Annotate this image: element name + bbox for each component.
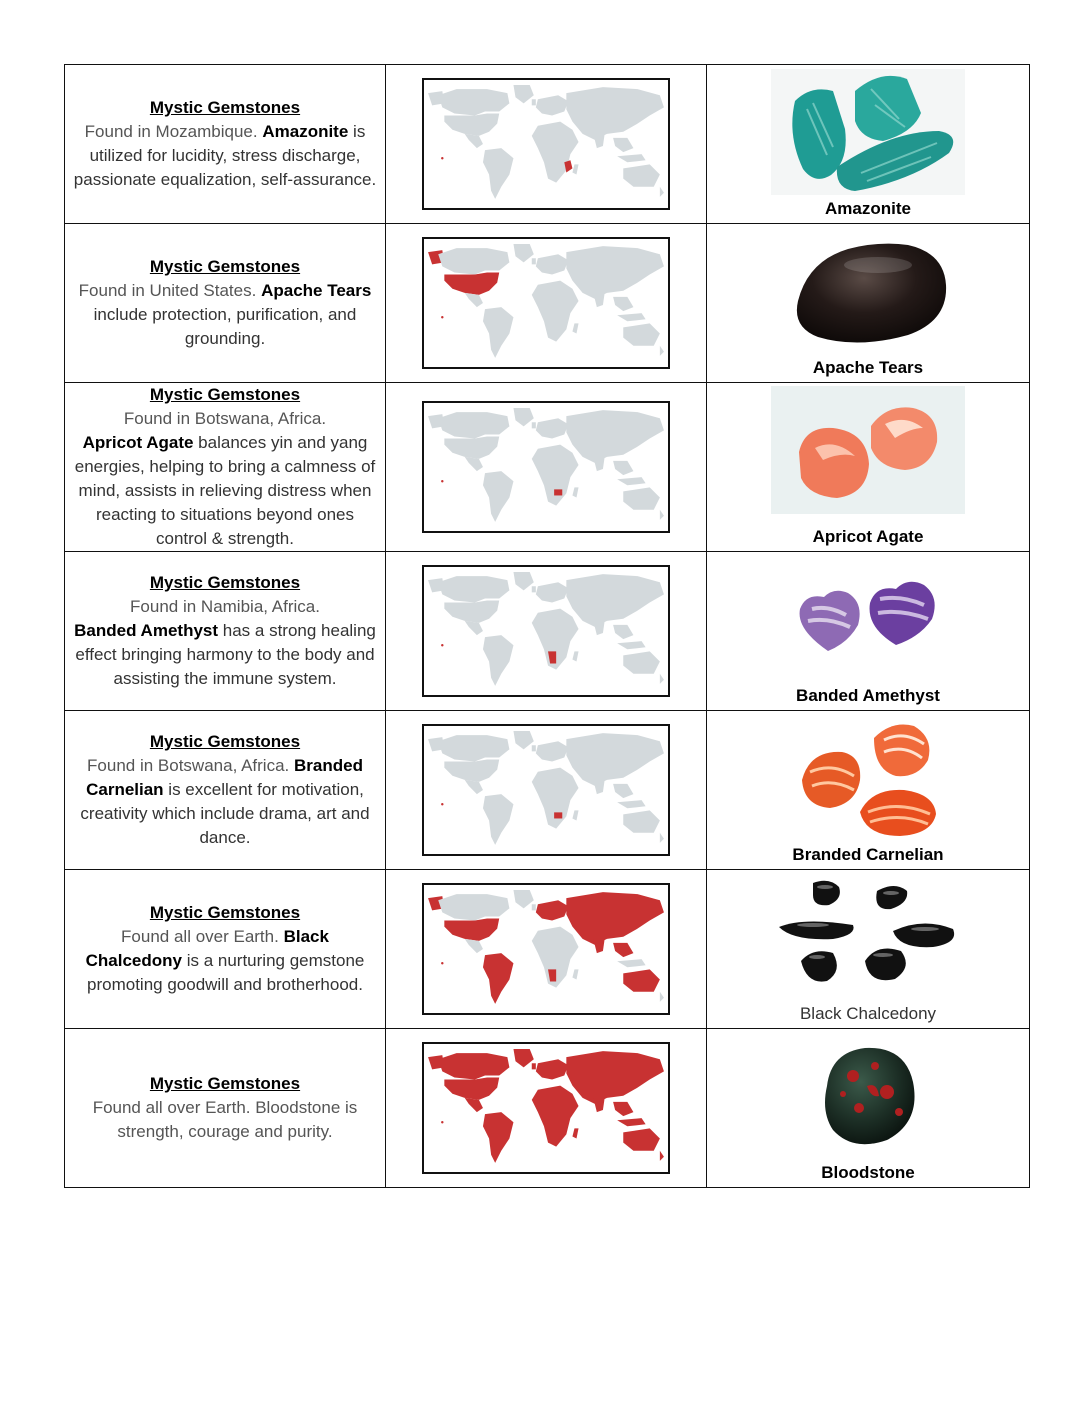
map-region-australia: [623, 487, 660, 509]
map-region-usa: [444, 601, 499, 623]
table-row: [65, 65, 1030, 224]
map-region-seasia: [613, 138, 633, 152]
description-cell: [65, 65, 386, 224]
image-cell: [707, 383, 1030, 552]
map-region-asia: [566, 574, 664, 627]
map-region-europe: [536, 582, 569, 602]
gem-name: Apache Tears: [261, 281, 372, 300]
map-region-mexico: [465, 134, 483, 148]
map-region-madag: [572, 651, 578, 661]
map-region-indo: [617, 1118, 645, 1126]
found-location: Found in Botswana, Africa.: [87, 756, 290, 775]
description-cell: [65, 870, 386, 1029]
map-region-asia: [566, 246, 664, 299]
map-region-samerica: [483, 635, 514, 686]
image-cell: [707, 65, 1030, 224]
map-region-india: [593, 619, 605, 635]
map-region-seasia: [613, 784, 633, 798]
gem-name: Amazonite: [262, 122, 349, 141]
image-cell: [707, 1029, 1030, 1188]
map-region-seasia: [613, 1102, 633, 1116]
map-region-australia: [623, 323, 660, 345]
table-row: [65, 383, 1030, 552]
gem-caption: Bloodstone: [821, 1163, 915, 1182]
map-region-africa: [532, 1086, 579, 1147]
map-cell: [386, 711, 707, 870]
gem-name: Branded Carnelian: [86, 756, 363, 799]
map-region-asia: [566, 892, 664, 945]
map-region-india: [593, 1096, 605, 1112]
bloodstone-image: [707, 1033, 1029, 1159]
map-region-europe: [536, 254, 569, 274]
map-region-greenland: [513, 244, 533, 262]
found-location: Found in United States.: [78, 281, 257, 300]
map-region-canada: [438, 894, 509, 920]
gem-description: balances yin and yang energies, helping to bring a calmness of mind, assists in relieving distress when reacting to situations beyond ones control & strength.: [74, 433, 376, 548]
table-row: [65, 552, 1030, 711]
row-heading: Mystic Gemstones: [149, 573, 301, 592]
map-region-greenland: [513, 408, 533, 426]
image-cell: [707, 552, 1030, 711]
map-region-india: [593, 132, 605, 148]
found-location: Found all over Earth.: [121, 927, 279, 946]
found-location: Found in Mozambique.: [84, 122, 258, 141]
map-region-uk: [532, 99, 536, 105]
row-heading: Mystic Gemstones: [149, 903, 301, 922]
map-region-usa: [444, 760, 499, 782]
map-marker: [441, 644, 443, 646]
map-region-madag: [572, 1128, 578, 1138]
map-region-samerica: [483, 148, 514, 199]
map-region-australia: [623, 651, 660, 673]
description-cell: [65, 383, 386, 552]
description-cell: [65, 224, 386, 383]
map-region-indo: [617, 313, 645, 321]
map-region-asia: [566, 410, 664, 463]
map-region-greenland: [513, 731, 533, 749]
map-region-madag: [572, 323, 578, 333]
row-heading: Mystic Gemstones: [149, 732, 301, 751]
map-region-botswana: [554, 489, 562, 495]
map-region-canada: [438, 576, 509, 602]
map-region-europe: [536, 95, 569, 115]
found-location: Found in Namibia, Africa.: [130, 597, 320, 616]
row-heading: Mystic Gemstones: [149, 385, 301, 404]
description-cell: [65, 1029, 386, 1188]
found-location: Found in Botswana, Africa.: [123, 409, 327, 428]
map-region-india: [593, 455, 605, 471]
map-region-mexico: [465, 457, 483, 471]
map-cell: [386, 383, 707, 552]
found-location: Found all over Earth. Bloodstone is strength, courage and purity.: [92, 1098, 358, 1141]
map-region-indo: [617, 641, 645, 649]
map-region-usa: [444, 114, 499, 136]
gem-name: Banded Amethyst: [74, 621, 219, 640]
map-region-samerica: [483, 953, 514, 1004]
map-region-usa: [444, 273, 499, 295]
map-region-mexico: [465, 780, 483, 794]
apache-tears-image: [707, 228, 1029, 354]
map-region-uk: [532, 904, 536, 910]
map-region-seasia: [613, 297, 633, 311]
map-region-greenland: [513, 572, 533, 590]
world-map: [422, 237, 670, 369]
black-chalcedony-image: [707, 874, 1029, 1000]
map-region-seasia: [613, 943, 633, 957]
map-region-africa: [532, 445, 579, 506]
map-region-australia: [623, 810, 660, 832]
map-region-nz: [660, 1151, 664, 1161]
row-heading: Mystic Gemstones: [149, 1074, 301, 1093]
map-marker: [441, 157, 443, 159]
gem-caption: Black Chalcedony: [799, 1004, 937, 1023]
map-region-seasia: [613, 461, 633, 475]
map-cell: [386, 870, 707, 1029]
description-cell: [65, 552, 386, 711]
table-row: [65, 224, 1030, 383]
world-map: [422, 78, 670, 210]
branded-carnelian-image: [707, 715, 1029, 841]
map-region-madag: [572, 164, 578, 174]
map-region-canada: [438, 735, 509, 761]
map-cell: [386, 224, 707, 383]
map-region-asia: [566, 87, 664, 140]
map-region-greenland: [513, 890, 533, 908]
map-region-uk: [532, 258, 536, 264]
world-map: [422, 724, 670, 856]
map-region-nz: [660, 510, 664, 520]
world-map: [422, 401, 670, 533]
map-region-greenland: [513, 1049, 533, 1067]
map-marker: [441, 962, 443, 964]
map-region-uk: [532, 745, 536, 751]
map-region-india: [593, 291, 605, 307]
map-region-canada: [438, 248, 509, 274]
map-region-greenland: [513, 85, 533, 103]
map-region-uk: [532, 422, 536, 428]
gem-description: has a strong healing effect bringing harmony to the body and assisting the immune system.: [75, 621, 376, 688]
map-cell: [386, 552, 707, 711]
map-region-madag: [572, 969, 578, 979]
map-region-indo: [617, 154, 645, 162]
map-region-africa: [532, 281, 579, 342]
map-region-asia: [566, 733, 664, 786]
amazonite-image: [707, 69, 1029, 195]
map-region-samerica: [483, 307, 514, 358]
map-region-samerica: [483, 794, 514, 845]
world-map: [422, 883, 670, 1015]
banded-amethyst-image: [707, 556, 1029, 682]
table-row: [65, 1029, 1030, 1188]
map-marker: [441, 316, 443, 318]
table-row: [65, 711, 1030, 870]
gem-caption: Branded Carnelian: [792, 845, 944, 864]
map-region-mexico: [465, 621, 483, 635]
map-region-samerica: [483, 471, 514, 522]
map-region-nz: [660, 346, 664, 356]
map-region-canada: [438, 1053, 509, 1079]
world-map: [422, 565, 670, 697]
map-marker: [441, 480, 443, 482]
map-region-nz: [660, 992, 664, 1002]
map-region-uk: [532, 586, 536, 592]
gemstone-table: [64, 64, 1030, 1188]
map-region-europe: [536, 900, 569, 920]
map-region-mexico: [465, 939, 483, 953]
map-region-asia: [566, 1051, 664, 1104]
map-region-europe: [536, 741, 569, 761]
gem-description: include protection, purification, and grounding.: [93, 305, 357, 348]
map-region-nz: [660, 187, 664, 197]
map-region-indo: [617, 477, 645, 485]
table-row: [65, 870, 1030, 1029]
description-cell: [65, 711, 386, 870]
image-cell: [707, 711, 1030, 870]
map-cell: [386, 65, 707, 224]
world-map: [422, 1042, 670, 1174]
map-region-australia: [623, 969, 660, 991]
map-region-europe: [536, 1059, 569, 1079]
map-region-australia: [623, 1128, 660, 1150]
row-heading: Mystic Gemstones: [149, 98, 301, 117]
map-region-india: [593, 937, 605, 953]
map-region-madag: [572, 810, 578, 820]
gem-caption: Banded Amethyst: [796, 686, 940, 705]
map-region-india: [593, 778, 605, 794]
map-region-australia: [623, 164, 660, 186]
image-cell: [707, 224, 1030, 383]
map-region-nz: [660, 674, 664, 684]
map-region-samerica: [483, 1112, 514, 1163]
map-region-mexico: [465, 293, 483, 307]
gem-caption: Apache Tears: [812, 358, 924, 377]
gem-caption: Apricot Agate: [812, 527, 924, 546]
gem-description: is a nurturing gemstone promoting goodwill and brotherhood.: [87, 951, 365, 994]
map-region-mexico: [465, 1098, 483, 1112]
row-heading: Mystic Gemstones: [149, 257, 301, 276]
map-region-botswana: [554, 812, 562, 818]
map-region-europe: [536, 418, 569, 438]
map-region-canada: [438, 89, 509, 115]
map-region-usa: [444, 919, 499, 941]
map-marker: [441, 803, 443, 805]
gem-description: is utilized for lucidity, stress discharge, passionate equalization, self-assurance.: [73, 122, 377, 189]
map-cell: [386, 1029, 707, 1188]
gem-name: Black Chalcedony: [85, 927, 329, 970]
map-region-seasia: [613, 625, 633, 639]
map-region-africa: [532, 768, 579, 829]
map-region-indo: [617, 959, 645, 967]
apricot-agate-image: [707, 387, 1029, 513]
map-region-africa: [532, 122, 579, 183]
gem-description: is excellent for motivation, creativity which include drama, art and dance.: [80, 780, 370, 847]
map-region-uk: [532, 1063, 536, 1069]
map-region-canada: [438, 412, 509, 438]
map-region-nz: [660, 833, 664, 843]
map-region-usa: [444, 1078, 499, 1100]
gem-caption: Amazonite: [825, 199, 911, 218]
gem-name: Apricot Agate: [82, 433, 194, 452]
map-region-usa: [444, 437, 499, 459]
image-cell: [707, 870, 1030, 1029]
map-region-indo: [617, 800, 645, 808]
map-marker: [441, 1121, 443, 1123]
map-region-madag: [572, 487, 578, 497]
